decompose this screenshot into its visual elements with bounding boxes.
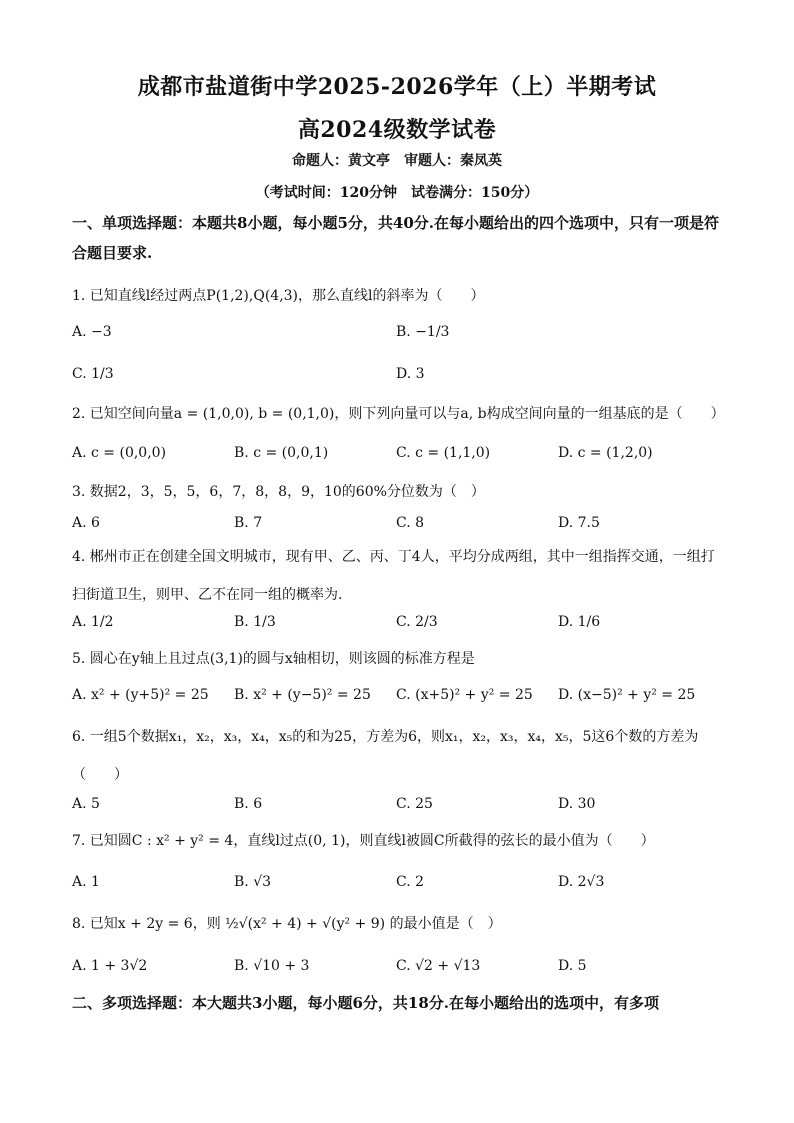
question-1-stem: 1. 已知直线l经过两点P(1,2),Q(4,3)，那么直线l的斜率为（ ） — [72, 288, 485, 304]
question-3-stem: 3. 数据2，3，5，5，6，7，8，8，9，10的60%分位数为（ ） — [72, 484, 485, 500]
question-6-option-d: D. 30 — [558, 796, 596, 812]
question-5-option-a: A. x² + (y+5)² = 25 — [72, 687, 209, 703]
question-3-option-b: B. 7 — [234, 515, 263, 531]
section2-heading: 二、多项选择题：本大题共3小题，每小题6分，共18分.在每小题给出的选项中，有多项 — [72, 994, 659, 1012]
question-6-option-c: C. 25 — [396, 796, 433, 812]
question-8-option-c: C. √2 + √13 — [396, 958, 481, 974]
question-2-option-b: B. c = (0,0,1) — [234, 445, 329, 461]
question-7-option-b: B. √3 — [234, 874, 272, 890]
question-2-option-c: C. c = (1,1,0) — [396, 445, 491, 461]
question-5-option-b: B. x² + (y−5)² = 25 — [234, 687, 371, 703]
question-7-option-c: C. 2 — [396, 874, 425, 890]
question-5-stem: 5. 圆心在y轴上且过点(3,1)的圆与x轴相切，则该圆的标准方程是 — [72, 651, 475, 667]
question-6-option-a: A. 5 — [72, 796, 100, 812]
question-8-option-a: A. 1 + 3√2 — [72, 958, 148, 974]
exam-info: （考试时间：120分钟 试卷满分：150分） — [255, 185, 539, 201]
question-2-option-a: A. c = (0,0,0) — [72, 445, 167, 461]
question-1-option-c: C. 1/3 — [72, 366, 114, 382]
question-3-option-c: C. 8 — [396, 515, 425, 531]
question-7-option-d: D. 2√3 — [558, 874, 605, 890]
question-2-option-d: D. c = (1,2,0) — [558, 445, 653, 461]
question-3-option-d: D. 7.5 — [558, 515, 600, 531]
question-1-option-d: D. 3 — [396, 366, 425, 382]
section1-heading: 一、单项选择题：本题共8小题，每小题5分，共40分.在每小题给出的四个选项中，只有一项是符合题目要求. — [72, 214, 719, 262]
question-1-option-a: A. −3 — [72, 324, 112, 340]
authors-line: 命题人：黄文亭 审题人：秦凤英 — [292, 153, 502, 169]
question-8-stem: 8. 已知x + 2y = 6，则 ½√(x² + 4) + √(y² + 9) 的最小值是（ ） — [72, 916, 502, 932]
question-7-stem: 7. 已知圆C : x² + y² = 4，直线l过点(0, 1)，则直线l被圆C所截得的弦长的最小值为（ ） — [72, 833, 655, 849]
question-4-option-d: D. 1/6 — [558, 614, 601, 630]
question-2-stem: 2. 已知空间向量a = (1,0,0), b = (0,1,0)，则下列向量可以与a, b构成空间向量的一组基底的是（ ） — [72, 406, 725, 422]
question-7-option-a: A. 1 — [72, 874, 100, 890]
question-4-option-a: A. 1/2 — [72, 614, 114, 630]
question-8-option-b: B. √10 + 3 — [234, 958, 310, 974]
question-5-option-d: D. (x−5)² + y² = 25 — [558, 687, 696, 703]
question-6-option-b: B. 6 — [234, 796, 263, 812]
question-8-option-d: D. 5 — [558, 958, 587, 974]
exam-title: 成都市盐道街中学2025-2026学年（上）半期考试 — [137, 74, 657, 100]
question-4-option-c: C. 2/3 — [396, 614, 438, 630]
question-6-stem: 6. 一组5个数据x₁，x₂，x₃，x₄，x₅的和为25，方差为6，则x₁，x₂，x₃，x₄，x₅，5这6个数的方差为（ ） — [72, 729, 699, 783]
question-4-option-b: B. 1/3 — [234, 614, 276, 630]
question-5-option-c: C. (x+5)² + y² = 25 — [396, 687, 533, 703]
question-4-stem: 4. 郴州市正在创建全国文明城市，现有甲、乙、丙、丁4人，平均分成两组，其中一组指挥交通，一组打扫街道卫生，则甲、乙不在同一组的概率为. — [72, 549, 715, 603]
question-3-option-a: A. 6 — [72, 515, 100, 531]
exam-subtitle: 高2024级数学试卷 — [297, 117, 497, 143]
question-1-option-b: B. −1/3 — [396, 324, 450, 340]
